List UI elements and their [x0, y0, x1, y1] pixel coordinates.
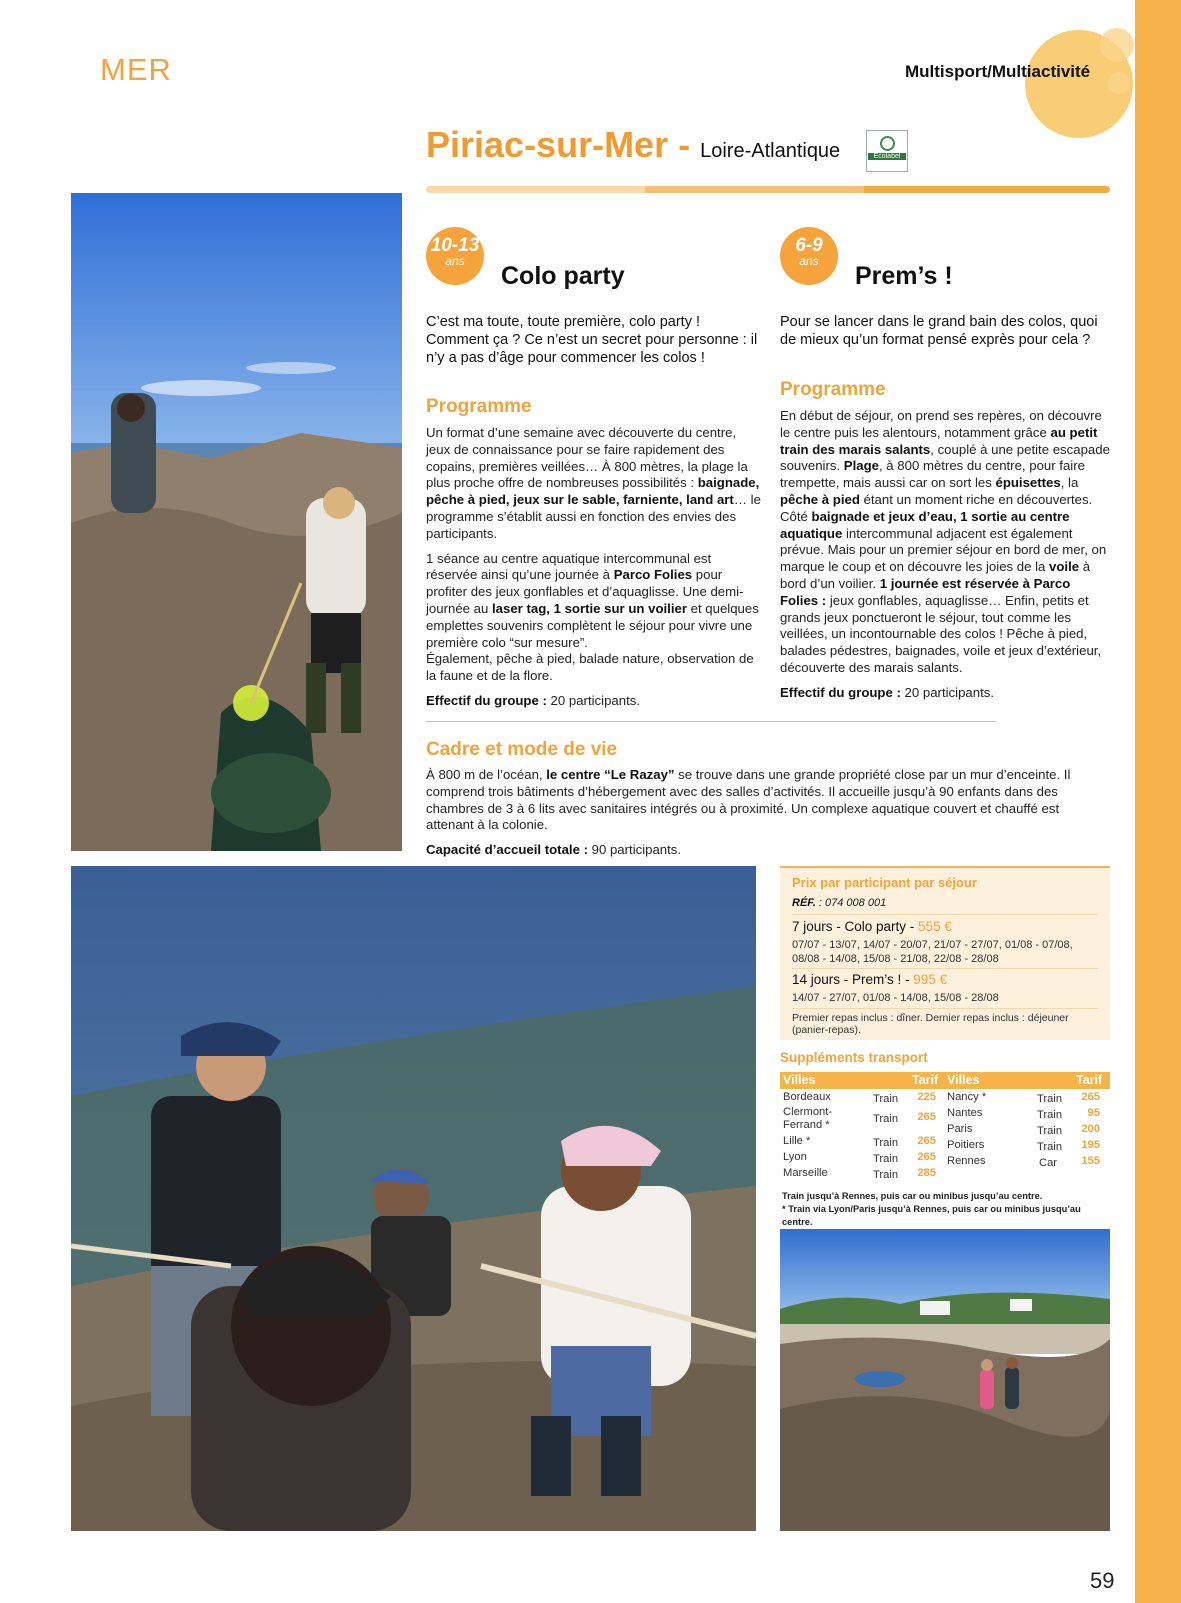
title-region: Loire-Atlantique — [700, 140, 841, 162]
mode: Train — [873, 1093, 899, 1105]
text-bold: le centre “Le Razay” — [546, 767, 675, 782]
price: 265 — [1081, 1091, 1100, 1103]
age-range: 6-9 — [795, 235, 823, 256]
age-range: 10-13 — [430, 235, 480, 256]
col-tarif: Tarif — [912, 1073, 939, 1087]
photo-kids-tide-pool — [71, 866, 756, 1531]
title-main: Piriac-sur-Mer - — [426, 124, 691, 165]
price: 155 — [1081, 1155, 1100, 1167]
stay-prems — [792, 972, 947, 987]
text-bold: pêche à pied — [780, 491, 860, 507]
text-bold: Plage — [843, 458, 879, 474]
city: Bordeaux — [783, 1091, 831, 1103]
text-span: étant un moment riche en découvertes. Côté — [780, 491, 1093, 524]
text-span: pour profiter des jeux gonflables et d’aquaglisse. Une demi-journée au — [426, 567, 744, 616]
transport-table-header — [780, 1072, 1110, 1089]
capacity-label: Capacité d’accueil totale : — [426, 842, 588, 858]
city: Rennes — [947, 1155, 986, 1167]
age-unit: ans — [445, 254, 465, 268]
ecolabel-text: Ecolabel — [868, 153, 906, 160]
col-tarif: Tarif — [1076, 1073, 1103, 1087]
page-number: 59 — [1090, 1568, 1115, 1593]
text-span: Également, pêche à pied, balade nature, observation de la faune et de la flore. — [426, 651, 754, 684]
text-bold: baignade et jeux d’eau, 1 sortie au centre aquatique — [780, 508, 1070, 541]
text-bold: laser tag, 1 sortie sur un voilier — [492, 600, 687, 616]
text-span: Un format d’une semaine avec découverte du centre, jeux de connaissance pour se faire rapidement des copains, premières veillées… À 800 mètres, la plage la plus proche offre de nombreuses possibilités : — [426, 425, 748, 491]
price: 200 — [1081, 1123, 1100, 1135]
city: Clermont-Ferrand * — [783, 1106, 833, 1131]
city: Nancy * — [947, 1091, 987, 1103]
category-bubble-tiny — [1108, 72, 1130, 94]
city: Lille * — [783, 1135, 811, 1147]
intro-prems: Pour se lancer dans le grand bain des colos, quoi de mieux qu’un format pensé exprès pour cela ? — [780, 314, 1098, 348]
programme-heading-colo-party: Programme — [426, 396, 532, 417]
stay-dates-colo-party: 07/07 - 13/07, 14/07 - 20/07, 21/07 - 27/07, 01/08 - 07/08, 08/08 - 14/08, 15/08 - 21/08, 22/08 - 28/08 — [792, 939, 1073, 965]
cadre-text — [426, 767, 1090, 867]
price-title: Prix par participant par séjour — [792, 875, 977, 890]
ecolabel-logo — [866, 130, 908, 172]
side-color-bar — [1135, 0, 1181, 1603]
price-box — [780, 866, 1110, 1040]
mode: Train — [1037, 1093, 1063, 1105]
price: 265 — [917, 1151, 936, 1163]
city: Marseille — [783, 1167, 828, 1179]
age-unit: ans — [799, 254, 819, 268]
transport-heading: Suppléments transport — [780, 1050, 928, 1065]
price-separator — [792, 968, 1098, 969]
text-bold: au petit train des marais salants — [780, 424, 1098, 457]
price: 95 — [1087, 1107, 1100, 1119]
stay-dates-prems: 14/07 - 27/07, 01/08 - 14/08, 15/08 - 28/08 — [792, 992, 999, 1004]
flower-icon — [880, 136, 895, 151]
text-span: jeux gonflables, aquaglisse… Enfin, petits et grands jeux ponctueront le séjour, tout comme les veillées, un incontournable des colos ! Pêche à pied, balades pédestres, baignades, voile et jeux d’extérieur, découverte des marais salants. — [780, 592, 1102, 675]
text-span: , la — [1060, 475, 1079, 491]
text-bold: baignade, pêche à pied, jeux sur le sable, farniente, land art — [426, 475, 760, 508]
heading-prems: Prem’s ! — [855, 262, 953, 290]
text-bold: 1 journée est réservée à Parco Folies : — [780, 575, 1071, 608]
text-span: En début de séjour, on prend ses repères, on découvre le centre puis les alentours, notamment grâce — [780, 408, 1102, 440]
ref-value: : 074 008 001 — [815, 897, 887, 909]
price: 265 — [917, 1111, 936, 1123]
mode: Car — [1039, 1157, 1058, 1169]
text-span: se trouve dans une grande propriété close par un mur d’enceinte. Il comprend trois bâtiments d’hébergement avec des salles d’activités. Il accueille jusqu’à 90 enfants dans des chambres de 3 à 6 lits avec sanitaires intégrés ou à proximité. Un complexe aquatique couvert et chauffé est attenant à la colonie. — [426, 767, 1071, 833]
text-span: et quelques emplettes souvenirs complètent le séjour pour vivre une première colo “sur mesure”. — [426, 600, 759, 650]
text-span: , à 800 mètres du centre, pour faire trempette, mais aussi car on sort les — [780, 458, 1085, 491]
programme-text-prems — [780, 408, 1110, 710]
text-bold: Parco Folies — [613, 567, 693, 583]
price-separator — [792, 914, 1098, 915]
city: Lyon — [783, 1151, 807, 1163]
stay-colo-party — [792, 919, 952, 934]
text-span: À 800 m de l’océan, — [426, 767, 547, 782]
text-span: 1 séance au centre aquatique intercommunal est réservée ainsi qu’une journée à — [426, 550, 712, 583]
stay-price: 995 € — [913, 972, 948, 987]
transport-notes — [782, 1190, 1112, 1229]
city: Poitiers — [947, 1139, 985, 1151]
age-badge-colo-party — [426, 227, 484, 285]
price: 265 — [917, 1135, 936, 1147]
mode: Train — [873, 1113, 899, 1125]
price: 225 — [917, 1091, 936, 1103]
city: Paris — [947, 1123, 973, 1135]
transport-table — [780, 1090, 1110, 1180]
effectif-label: Effectif du groupe : — [426, 692, 547, 708]
age-badge-prems — [780, 227, 838, 285]
text-bold: voile — [1049, 559, 1080, 575]
page-title — [426, 124, 840, 166]
text-span: , couplé à une petite escapade souvenirs. — [780, 441, 1110, 474]
intro-colo-party: C’est ma toute, toute première, colo party ! Comment ça ? Ce n’est un secret pour personne : il n’y a pas d’âge pour commencer les colos ! — [426, 314, 758, 366]
effectif-value: 20 participants. — [546, 692, 640, 708]
note-2: * Train via Lyon/Paris jusqu’à Rennes, puis car ou minibus jusqu’au centre. — [782, 1204, 1081, 1227]
programme-heading-prems: Programme — [780, 379, 886, 400]
mode: Train — [873, 1137, 899, 1149]
mode: Train — [1037, 1109, 1063, 1121]
effectif-value: 20 participants. — [900, 684, 994, 700]
category-bubble-small — [1100, 28, 1134, 62]
title-rule — [426, 186, 1110, 193]
text-span: intercommunal adjacent est également prévue. Mais pour un premier séjour en bord de mer, on marque le coup et on découvre les joies de la — [780, 525, 1107, 575]
cadre-heading: Cadre et mode de vie — [426, 739, 618, 760]
photo-children-rocks — [71, 193, 402, 851]
mode: Train — [873, 1169, 899, 1181]
col-villes: Villes — [783, 1073, 816, 1087]
heading-colo-party: Colo party — [501, 262, 625, 290]
text-span: … le programme s’établit aussi en fonction des envies des participants. — [426, 492, 761, 541]
mode: Train — [1037, 1141, 1063, 1153]
effectif-label: Effectif du groupe : — [780, 684, 901, 700]
stay-price: 555 € — [918, 919, 952, 934]
reference — [792, 897, 886, 909]
text-bold: épuisettes — [995, 475, 1061, 491]
meals-info: Premier repas inclus : dîner. Dernier repas inclus : déjeuner (panier-repas). — [792, 1012, 1069, 1036]
note-1: Train jusqu’à Rennes, puis car ou minibus jusqu’au centre. — [782, 1191, 1043, 1201]
photo-rocky-shore — [780, 1229, 1110, 1531]
city: Nantes — [947, 1107, 983, 1119]
stay-label: 7 jours - Colo party - — [792, 919, 919, 934]
price: 195 — [1081, 1139, 1100, 1151]
capacity-value: 90 participants. — [587, 842, 682, 858]
ref-label: RÉF. — [792, 897, 816, 909]
price-separator — [792, 1008, 1098, 1009]
price: 285 — [917, 1167, 936, 1179]
mode: Train — [1037, 1125, 1063, 1137]
section-label: MER — [100, 52, 172, 87]
section-divider — [426, 721, 996, 722]
stay-label: 14 jours - Prem’s ! - — [792, 972, 914, 987]
programme-text-colo-party — [426, 425, 761, 718]
col-villes: Villes — [947, 1073, 980, 1087]
category-label: Multisport/Multiactivité — [905, 62, 1091, 81]
mode: Train — [873, 1153, 899, 1165]
text-span: à bord d’un voilier. — [780, 559, 1091, 591]
